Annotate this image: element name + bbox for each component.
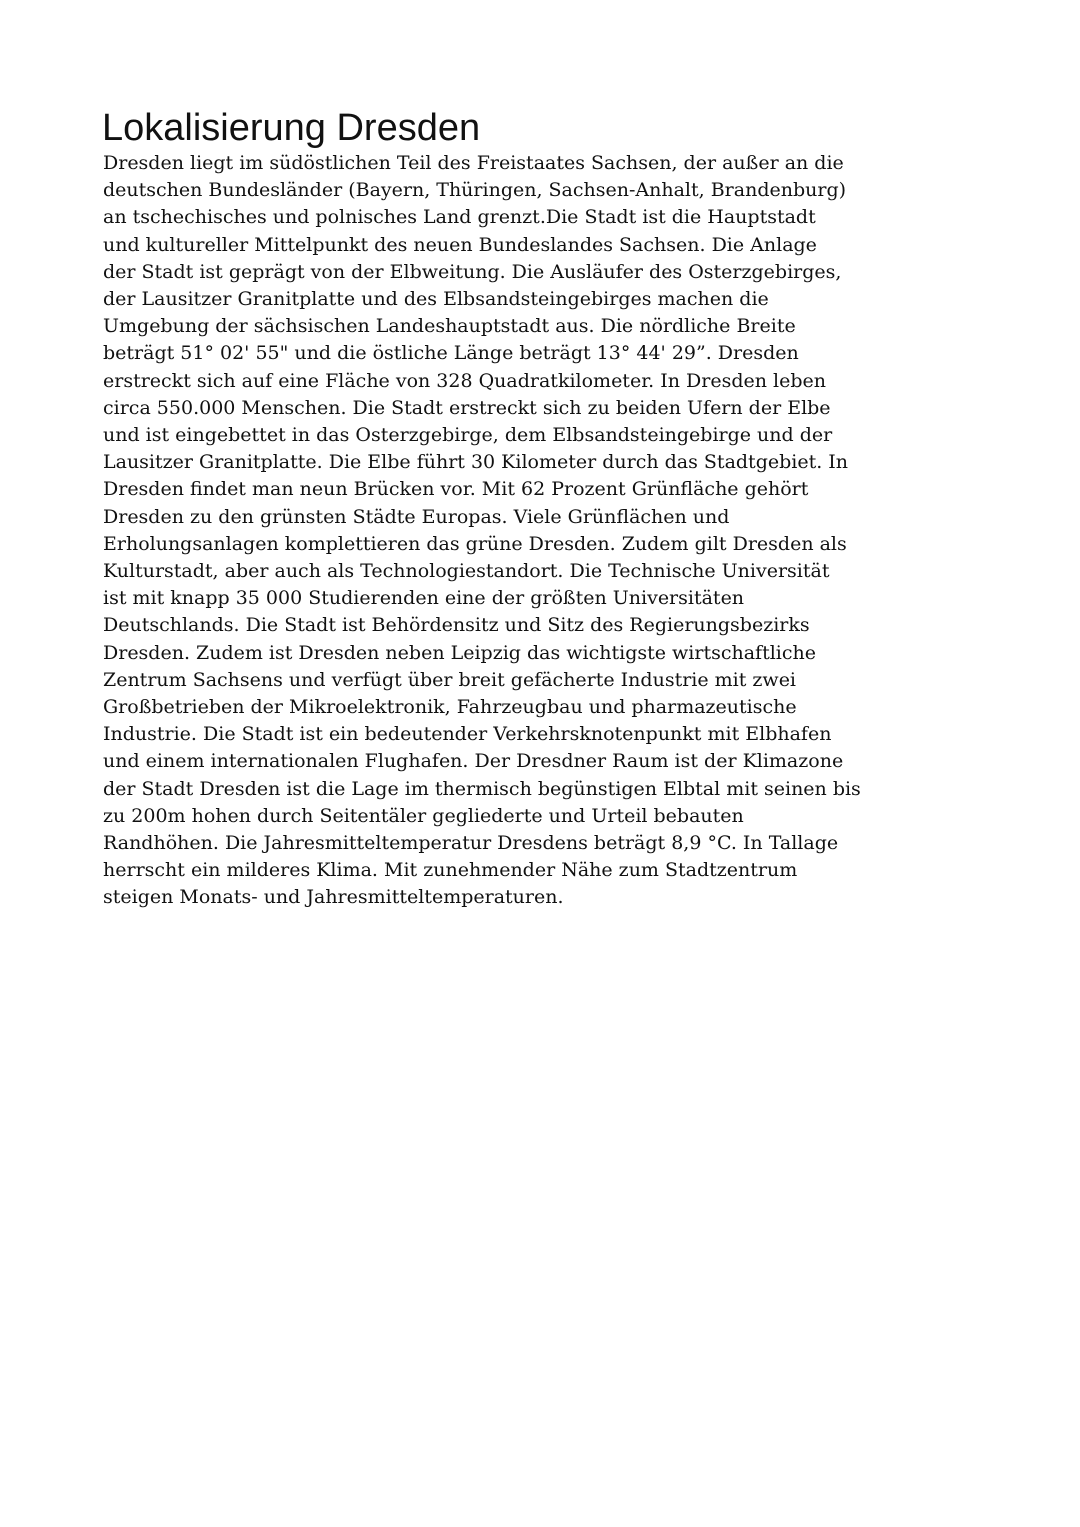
text-line: Erholungsanlagen komplettieren das grüne Dresden. Zudem gilt Dresden als [103,532,847,555]
text-line: der Stadt ist geprägt von der Elbweitung. Die Ausläufer des Osterzgebirges, [103,260,842,283]
text-line: der Lausitzer Granitplatte und des Elbsandsteingebirges machen die [103,288,769,311]
text-line: Dresden zu den grünsten Städte Europas. Viele Grünflächen und [103,505,730,528]
text-line: zu 200m hohen durch Seitentäler gegliederte und Urteil bebauten [103,804,744,827]
text-line: deutschen Bundesländer (Bayern, Thüringen, Sachsen-Anhalt, Brandenburg) [103,179,847,202]
text-line: Lausitzer Granitplatte. Die Elbe führt 30 Kilometer durch das Stadtgebiet. In [103,451,849,474]
text-line: Randhöhen. Die Jahresmitteltemperatur Dresdens beträgt 8,9 °C. In Tallage [103,832,839,855]
text-line: circa 550.000 Menschen. Die Stadt erstreckt sich zu beiden Ufern der Elbe [103,396,831,419]
text-line: erstreckt sich auf eine Fläche von 328 Quadratkilometer. In Dresden leben [103,369,827,392]
document-title: Lokalisierung Dresden [102,107,481,149]
text-line: Zentrum Sachsens und verfügt über breit gefächerte Industrie mit zwei [103,668,797,691]
text-line: und ist eingebettet in das Osterzgebirge, dem Elbsandsteingebirge und der [103,424,833,447]
text-line: beträgt 51° 02' 55" und die östliche Länge beträgt 13° 44' 29”. Dresden [103,342,799,365]
text-line: und kultureller Mittelpunkt des neuen Bundeslandes Sachsen. Die Anlage [103,233,817,256]
text-line: steigen Monats- und Jahresmitteltemperaturen. [103,886,564,909]
text-line: Dresden. Zudem ist Dresden neben Leipzig das wichtigste wirtschaftliche [103,641,816,664]
text-line: Kulturstadt, aber auch als Technologiestandort. Die Technische Universität [103,560,830,583]
text-line: der Stadt Dresden ist die Lage im thermisch begünstigen Elbtal mit seinen bis [103,777,861,800]
text-line: Dresden findet man neun Brücken vor. Mit 62 Prozent Grünfläche gehört [103,478,809,501]
body-paragraph [103,150,1003,912]
text-line: an tschechisches und polnisches Land grenzt.Die Stadt ist die Hauptstadt [103,206,816,229]
text-line: Industrie. Die Stadt ist ein bedeutender Verkehrsknotenpunkt mit Elbhafen [103,723,832,746]
text-line: Deutschlands. Die Stadt ist Behördensitz und Sitz des Regierungsbezirks [103,614,810,637]
text-line: Großbetrieben der Mikroelektronik, Fahrzeugbau und pharmazeutische [103,696,797,719]
text-line: herrscht ein milderes Klima. Mit zunehmender Nähe zum Stadtzentrum [103,859,798,882]
text-line: und einem internationalen Flughafen. Der Dresdner Raum ist der Klimazone [103,750,844,773]
text-line: ist mit knapp 35 000 Studierenden eine der größten Universitäten [103,587,745,610]
text-line: Dresden liegt im südöstlichen Teil des Freistaates Sachsen, der außer an die [103,152,844,174]
text-line: Umgebung der sächsischen Landeshauptstadt aus. Die nördliche Breite [103,315,796,338]
